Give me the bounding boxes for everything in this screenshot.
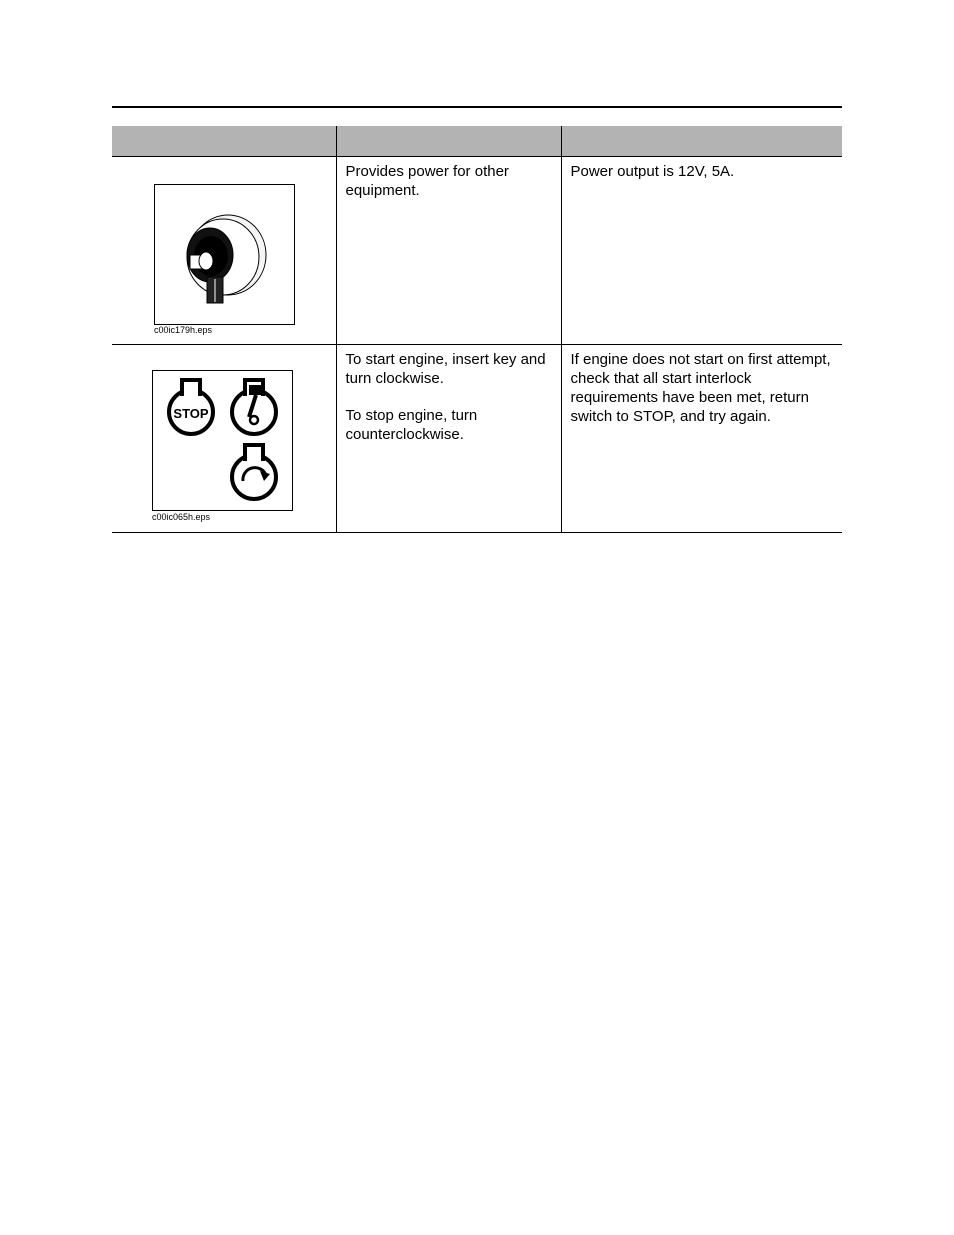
notes-text: Power output is 12V, 5A. <box>570 163 735 180</box>
table-row <box>112 345 842 533</box>
stop-label: STOP <box>173 406 209 421</box>
notes-text: If engine does not start on first attempt, check that all start interlock requirements have been met, return switch to STOP, and try again. <box>570 351 831 425</box>
ignition-switch-icon <box>153 371 292 510</box>
figure-cell <box>112 157 336 345</box>
function-cell <box>336 157 561 345</box>
power-outlet-icon <box>155 185 294 324</box>
top-rule <box>112 106 842 108</box>
notes-cell <box>561 345 842 533</box>
figure-cell <box>112 345 336 533</box>
power-outlet-figure <box>154 184 295 325</box>
function-text: To start engine, insert key and turn clockwise. <box>345 351 546 387</box>
header-cell <box>561 126 842 157</box>
header-cell <box>336 126 561 157</box>
start-position-icon <box>232 445 276 499</box>
run-position-icon <box>232 380 276 434</box>
table-row <box>112 157 842 345</box>
figure-caption: c00ic065h.eps <box>152 512 211 522</box>
stop-position-icon <box>169 380 213 434</box>
header-cell <box>112 126 336 157</box>
ignition-switch-figure <box>152 370 293 511</box>
function-text: Provides power for other equipment. <box>345 163 509 199</box>
function-text: To stop engine, turn counterclockwise. <box>345 407 478 443</box>
notes-cell <box>561 157 842 345</box>
table-header-row <box>112 126 842 157</box>
controls-table <box>112 126 842 533</box>
function-cell <box>336 345 561 533</box>
figure-caption: c00ic179h.eps <box>154 325 213 335</box>
